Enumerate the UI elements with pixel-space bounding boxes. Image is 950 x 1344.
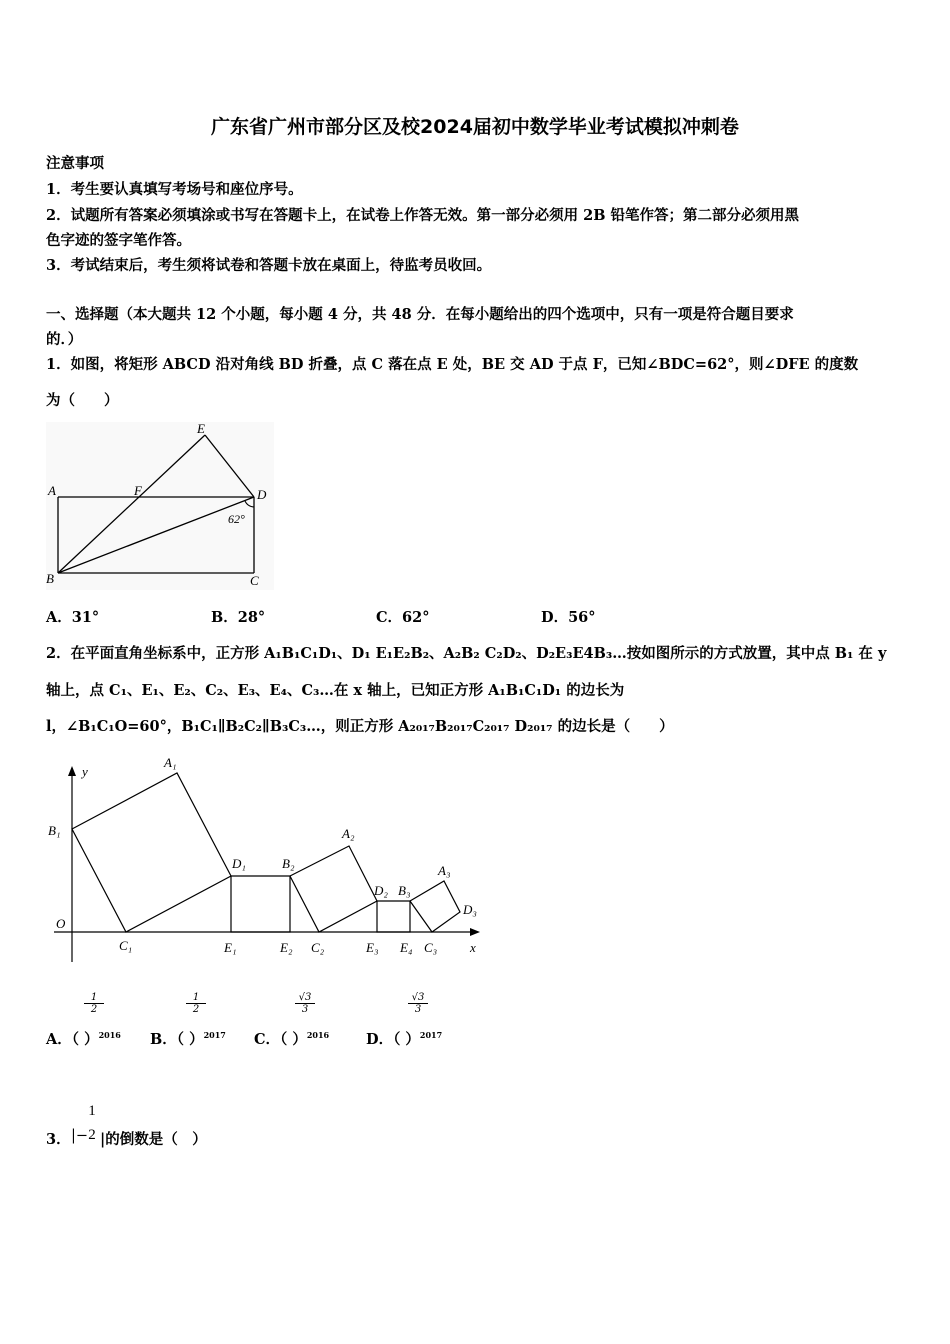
section-heading: 一、选择题（本大题共 12 个小题，每小题 4 分，共 48 分．在每小题给出的四个选项中，只有一项是符合题目要求 <box>46 306 794 323</box>
question-1-stem-cont: 为（ ） <box>46 392 119 409</box>
label-x: x <box>470 940 476 955</box>
question-2-stem: 2．在平面直角坐标系中，正方形 A₁B₁C₁D₁、D₁ E₁E₂B₂、A₂B₂ C₂D₂、D₂E₃E4B₃…按如图所示的方式放置，其中点 B₁ 在 y <box>46 645 887 662</box>
label-A1: A₁ <box>164 755 177 770</box>
q1-option-d: D．56° <box>541 609 596 626</box>
q2-option-a: A．（ ）$^{2016}$ <box>46 1030 121 1048</box>
question-2-stem-cont: 轴上，点 C₁、E₁、E₂、C₂、E₃、E₄、C₃…在 x 轴上，已知正方形 A₁B₁C₁D₁ 的边长为 <box>46 682 625 699</box>
q2-option-a-fraction: $\frac{1}{2}$ <box>84 992 104 1015</box>
q1-option-c: C．62° <box>376 609 430 626</box>
label-B2: B₂ <box>282 856 295 871</box>
label-E: E <box>197 421 205 436</box>
question-3-fraction: 1 2 <box>88 1103 96 1143</box>
notice-item-3: 3．考试结束后，考生须将试卷和答题卡放在桌面上，待监考员收回。 <box>46 257 492 274</box>
label-B: B <box>46 571 54 586</box>
q2-option-b: B．（ ）$^{2017}$ <box>150 1030 226 1048</box>
label-C2: C₂ <box>311 940 325 955</box>
question-2-figure <box>44 752 490 967</box>
notice-item-1: 1．考生要认真填写考场号和座位序号。 <box>46 181 303 198</box>
label-D1: D₁ <box>232 856 246 871</box>
question-3-suffix: |的倒数是（ ） <box>100 1131 207 1148</box>
question-1-figure <box>44 420 276 592</box>
label-B3: B₃ <box>398 883 411 898</box>
label-A: A <box>48 483 56 498</box>
section-heading-cont: 的．） <box>46 331 83 348</box>
question-2-stem-cont-2: l，∠B₁C₁O=60°，B₁C₁∥B₂C₂∥B₃C₃…，则正方形 A₂₀₁₇B₂₀₁₇C₂₀₁₇ D₂₀₁₇ 的边长是（ ） <box>46 718 674 735</box>
exam-title: 广东省广州市部分区及校2024届初中数学毕业考试模拟冲刺卷 <box>211 116 739 138</box>
question-3-abs-left: |− <box>71 1128 89 1144</box>
label-E1: E₁ <box>224 940 237 955</box>
question-1-stem: 1．如图，将矩形 ABCD 沿对角线 BD 折叠，点 C 落在点 E 处，BE 交 AD 于点 F，已知∠BDC=62°，则∠DFE 的度数 <box>46 356 859 373</box>
label-F: F <box>134 483 142 498</box>
label-C3: C₃ <box>424 940 438 955</box>
label-B1: B₁ <box>48 823 61 838</box>
label-angle: 62° <box>228 512 245 526</box>
label-D2: D₂ <box>374 883 388 898</box>
question-3-prefix: 3． <box>46 1131 71 1148</box>
label-C1: C₁ <box>119 938 133 953</box>
label-A2: A₂ <box>342 826 355 841</box>
label-D3: D₃ <box>463 902 477 917</box>
notice-item-2: 2．试题所有答案必须填涂或书写在答题卡上，在试卷上作答无效。第一部分必须用 2B 铅笔作答；第二部分必须用黑 <box>46 207 800 224</box>
label-A3: A₃ <box>438 863 451 878</box>
label-C: C <box>250 573 259 588</box>
q2-option-d-fraction: $\frac{√3}{3}$ <box>408 992 428 1015</box>
label-E4: E₄ <box>400 940 413 955</box>
q2-option-d: D．（ ）$^{2017}$ <box>366 1030 443 1048</box>
q2-option-c: C．（ ）$^{2016}$ <box>254 1030 330 1048</box>
q1-option-a: A．31° <box>46 609 100 626</box>
label-D: D <box>257 487 267 502</box>
notice-heading: 注意事项 <box>46 155 104 172</box>
label-y: y <box>82 764 88 779</box>
q1-option-b: B．28° <box>211 609 266 626</box>
q2-option-b-fraction: $\frac{1}{2}$ <box>186 992 206 1015</box>
notice-item-2-cont: 色字迹的签字笔作答。 <box>46 232 191 249</box>
q2-option-c-fraction: $\frac{√3}{3}$ <box>295 992 315 1015</box>
label-O: O <box>56 916 66 931</box>
label-E3: E₃ <box>366 940 379 955</box>
label-E2: E₂ <box>280 940 293 955</box>
